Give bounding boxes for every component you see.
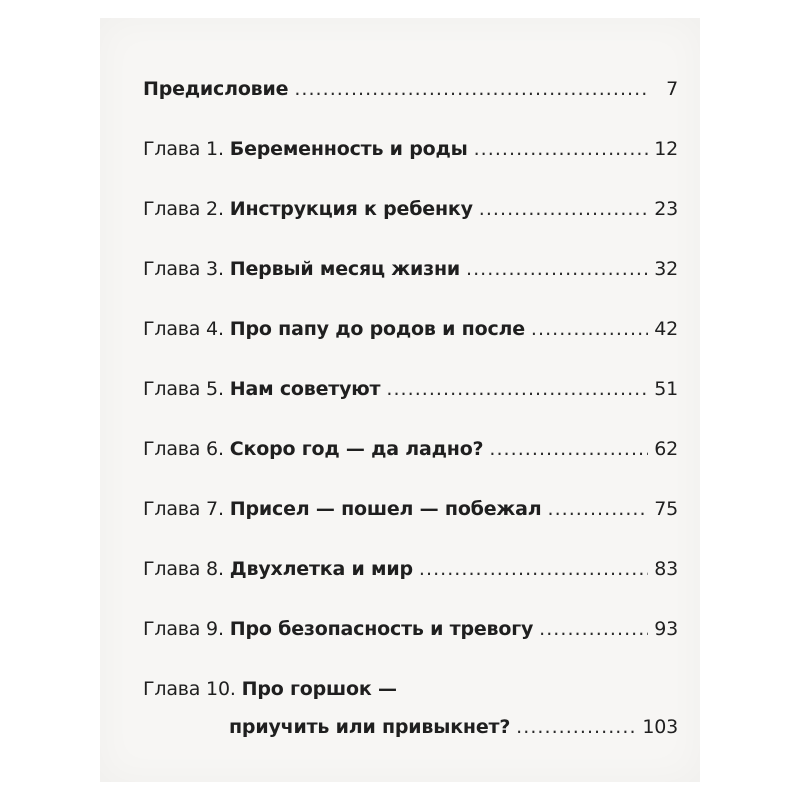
toc-entry-title: Двухлетка и мир xyxy=(229,558,413,580)
toc-entry-chapter-label: Глава 7. xyxy=(143,498,224,520)
toc-entry-chapter-8 xyxy=(143,558,678,618)
toc-entry-chapter-7 xyxy=(143,498,678,558)
toc-entry-page: 42 xyxy=(654,318,678,340)
toc-entry-page: 32 xyxy=(654,258,678,280)
toc-entry-chapter-5 xyxy=(143,378,678,438)
toc-entry-chapter-label: Глава 10. xyxy=(143,678,236,700)
toc-entry-title: Про папу до родов и после xyxy=(229,318,525,340)
toc-leader-dots xyxy=(531,318,648,340)
toc-leader-dots xyxy=(489,438,648,460)
toc-entry-page: 93 xyxy=(654,618,678,640)
toc-entry-chapter-label: Глава 4. xyxy=(143,318,224,340)
toc-entry-chapter-1 xyxy=(143,138,678,198)
toc-entry-chapter-3 xyxy=(143,258,678,318)
toc-entry-page: 83 xyxy=(654,558,678,580)
toc-entry-chapter-6 xyxy=(143,438,678,498)
toc-leader-dots xyxy=(294,78,648,100)
toc-leader-dots xyxy=(539,618,648,640)
toc-entry-title: Беременность и роды xyxy=(229,138,468,160)
toc-entry-title: Первый месяц жизни xyxy=(229,258,460,280)
toc-entry-page: 103 xyxy=(642,716,678,738)
toc-leader-dots xyxy=(516,716,636,738)
toc-entry-page: 7 xyxy=(666,78,678,100)
toc-entry-chapter-2 xyxy=(143,198,678,258)
toc-entry-page: 75 xyxy=(654,498,678,520)
toc-entry-chapter-label: Глава 6. xyxy=(143,438,224,460)
toc-entry-page: 23 xyxy=(654,198,678,220)
toc-entry-page: 12 xyxy=(654,138,678,160)
toc-entry-title: Предисловие xyxy=(143,78,289,100)
toc-entry-chapter-9 xyxy=(143,618,678,678)
toc-entry-preface xyxy=(143,78,678,138)
table-of-contents xyxy=(143,78,678,738)
toc-entry-title: Про горшок — xyxy=(241,678,397,700)
toc-leader-dots xyxy=(474,138,648,160)
toc-leader-dots xyxy=(419,558,648,580)
toc-entry-chapter-label: Глава 3. xyxy=(143,258,224,280)
toc-entry-chapter-label: Глава 5. xyxy=(143,378,224,400)
book-page xyxy=(100,18,700,782)
toc-entry-chapter-label: Глава 1. xyxy=(143,138,224,160)
toc-entry-chapter-label: Глава 9. xyxy=(143,618,224,640)
toc-entry-title: Присел — пошел — побежал xyxy=(229,498,542,520)
toc-entry-title-line2: приучить или привыкнет? xyxy=(229,716,511,738)
toc-leader-dots xyxy=(479,198,648,220)
toc-leader-dots xyxy=(547,498,648,520)
toc-entry-title: Нам советуют xyxy=(229,378,381,400)
toc-entry-title: Скоро год — да ладно? xyxy=(229,438,484,460)
toc-entry-title: Инструкция к ребенку xyxy=(229,198,473,220)
toc-entry-chapter-label: Глава 8. xyxy=(143,558,224,580)
toc-leader-dots xyxy=(386,378,648,400)
toc-entry-title: Про безопасность и тревогу xyxy=(229,618,534,640)
toc-entry-page: 51 xyxy=(654,378,678,400)
toc-entry-chapter-label: Глава 2. xyxy=(143,198,224,220)
toc-entry-chapter-4 xyxy=(143,318,678,378)
toc-entry-page: 62 xyxy=(654,438,678,460)
toc-entry-chapter-10 xyxy=(143,678,678,738)
toc-leader-dots xyxy=(466,258,648,280)
